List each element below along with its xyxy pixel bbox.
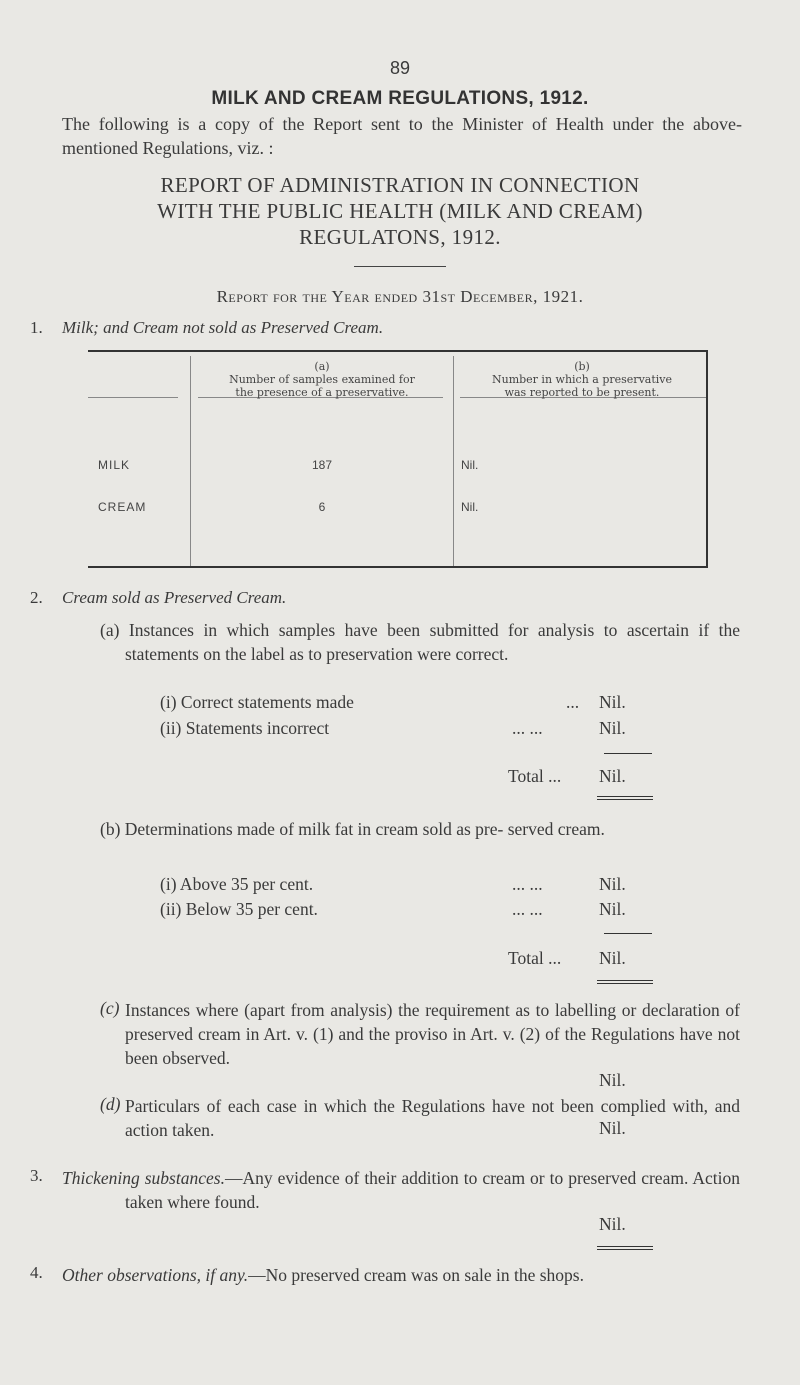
year-line: Report for the Year ended 31st December, 1921. bbox=[216, 287, 584, 306]
heading-divider bbox=[354, 266, 446, 267]
section4-number: 4. bbox=[30, 1263, 43, 1282]
section2d-text: Particulars of each case in which the Regulations have not been complied with, and action taken. bbox=[125, 1096, 740, 1140]
section2a-total-label: Total ... bbox=[508, 766, 562, 786]
section2d-value: Nil. bbox=[599, 1118, 626, 1138]
column-b-header-line: Number in which a preservative bbox=[491, 373, 673, 386]
cream-samples-value: 6 bbox=[318, 500, 326, 514]
section2a-item-dots: ... ... bbox=[512, 718, 543, 738]
row-label-cream: CREAM bbox=[98, 500, 147, 514]
row-label-milk: MILK bbox=[98, 458, 131, 472]
section2c-value: Nil. bbox=[599, 1070, 626, 1090]
column-b-header bbox=[458, 360, 706, 399]
section2b-item-label: (i) Above 35 per cent. bbox=[160, 874, 314, 894]
section4-text: —No preserved cream was on sale in the shops. bbox=[248, 1265, 584, 1285]
section2a-item-label: (ii) Statements incorrect bbox=[160, 718, 330, 738]
report-heading-line: REGULATONS, 1912. bbox=[299, 225, 501, 249]
intro-paragraph: The following is a copy of the Report sent to the Minister of Health under the above-mentioned Regulations, viz. : bbox=[62, 114, 742, 158]
section2-number: 2. bbox=[30, 588, 43, 607]
section1-title: Milk; and Cream not sold as Preserved Cream. bbox=[62, 318, 384, 337]
total-double-rule bbox=[597, 796, 653, 797]
section2a-item-label: (i) Correct statements made bbox=[160, 692, 354, 712]
column-b-tag: (b) bbox=[574, 360, 590, 373]
total-double-rule bbox=[597, 1249, 653, 1250]
column-a-header-line: Number of samples examined for bbox=[229, 373, 415, 386]
column-a-header bbox=[196, 360, 448, 399]
column-a-tag: (a) bbox=[314, 360, 330, 373]
page-number: 89 bbox=[389, 58, 411, 78]
section2c-marker: (c) bbox=[100, 998, 120, 1018]
column-a-header-line: the presence of a preservative. bbox=[235, 386, 409, 399]
subtotal-rule bbox=[604, 753, 652, 754]
section2a-item-value: Nil. bbox=[599, 718, 626, 738]
section2b-text: (b) Determinations made of milk fat in cream sold as pre- served cream. bbox=[100, 819, 605, 839]
report-heading-line: WITH THE PUBLIC HEALTH (MILK AND CREAM) bbox=[157, 199, 643, 223]
report-heading-line: REPORT OF ADMINISTRATION IN CONNECTION bbox=[160, 173, 640, 197]
section2d-marker: (d) bbox=[100, 1094, 121, 1114]
section2a-text: (a) Instances in which samples have been submitted for analysis to ascertain if the statements on the label as to preservation were correct. bbox=[100, 620, 740, 664]
section3-text: —Any evidence of their addition to cream or to preserved cream. Action taken where found. bbox=[125, 1168, 740, 1212]
section2b-item-value: Nil. bbox=[599, 899, 626, 919]
column-b-header-line: was reported to be present. bbox=[504, 386, 660, 399]
milk-preservative-value: Nil. bbox=[461, 458, 479, 472]
section1-number: 1. bbox=[30, 318, 43, 337]
section2b-item-dots: ... ... bbox=[512, 899, 543, 919]
section3-title: Thickening substances. bbox=[62, 1168, 225, 1188]
total-double-rule bbox=[597, 799, 653, 800]
report-heading bbox=[0, 172, 800, 250]
milk-samples-value: 187 bbox=[311, 458, 333, 472]
section2b-total-label: Total ... bbox=[508, 948, 562, 968]
section2b-total-value: Nil. bbox=[599, 948, 626, 968]
section2a-item-value: Nil. bbox=[599, 692, 626, 712]
main-title: MILK AND CREAM REGULATIONS, 1912. bbox=[211, 88, 589, 109]
section3-number: 3. bbox=[30, 1166, 43, 1185]
subtotal-rule bbox=[604, 933, 652, 934]
preservative-table bbox=[88, 350, 708, 568]
section2c-text: Instances where (apart from analysis) the requirement as to labelling or declaration of preserved cream in Art. v. (1) and the proviso in Art. v. (2) of the Regulations have not been observed. bbox=[125, 1000, 740, 1068]
section2a-total-value: Nil. bbox=[599, 766, 626, 786]
section3-paragraph bbox=[62, 1166, 740, 1214]
total-double-rule bbox=[597, 980, 653, 981]
section2b-item-label: (ii) Below 35 per cent. bbox=[160, 899, 318, 919]
section2b-item-value: Nil. bbox=[599, 874, 626, 894]
section4-title: Other observations, if any. bbox=[62, 1265, 249, 1285]
section2b-item-dots: ... ... bbox=[512, 874, 543, 894]
section4-paragraph bbox=[62, 1263, 740, 1287]
total-double-rule bbox=[597, 983, 653, 984]
cream-preservative-value: Nil. bbox=[461, 500, 479, 514]
section3-value: Nil. bbox=[599, 1214, 626, 1234]
total-double-rule bbox=[597, 1246, 653, 1247]
section2-title: Cream sold as Preserved Cream. bbox=[62, 588, 287, 607]
section2a-item-dots: ... bbox=[566, 692, 580, 712]
